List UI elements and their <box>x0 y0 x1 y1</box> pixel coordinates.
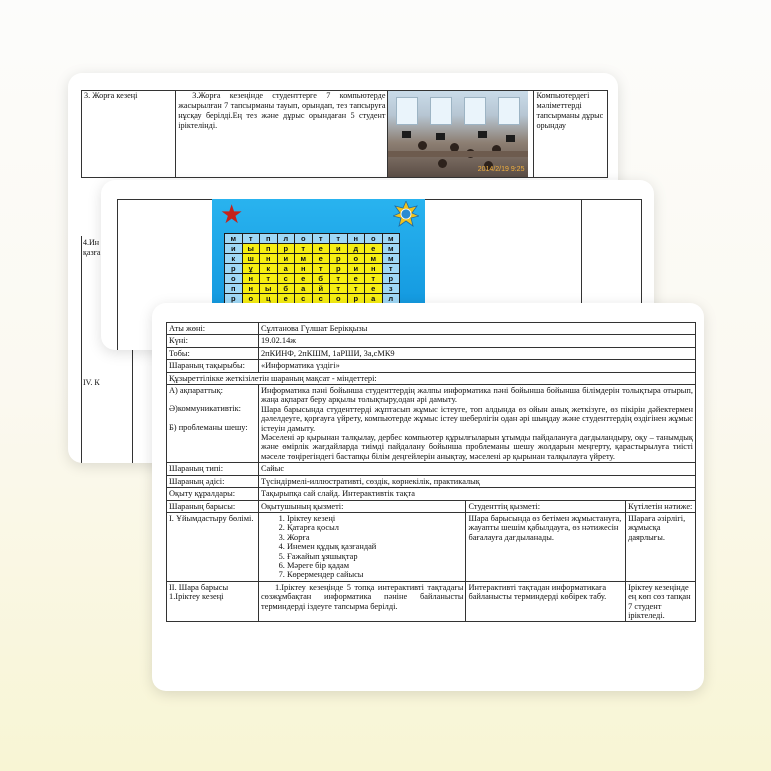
grid-letter: р <box>225 264 243 274</box>
grid-letter: н <box>347 234 365 244</box>
grid-letter: а <box>365 294 383 304</box>
photo-timestamp: 2014/2/19 9:25 <box>477 166 525 174</box>
grid-letter: и <box>330 244 348 254</box>
stage-list-item: 7. Көрермендер сайысы <box>287 570 464 579</box>
goal-communicative-text: Шара барысында студенттерді жұптасып жұмыс істеуге, топ алдында өз ойын анық жеткізуге, өз пікірін дәйектермен дәлелдеуге, қорғауға үйрету, компьютерде жұмыс істеу шеберлігін одан әрі шыңдау және студенттердің өздігінен жұмыс істеуін дамыту. <box>260 404 693 433</box>
grid-letter: н <box>365 264 383 274</box>
header-progress: Шараның барысы: <box>167 500 259 512</box>
grid-letter: р <box>382 274 400 284</box>
stage-list-item: 5. Ғажайып ұяшықтар <box>287 552 464 561</box>
grid-letter: м <box>295 254 313 264</box>
stage-list-item: 3. Жорға <box>287 533 464 542</box>
grid-letter: м <box>382 234 400 244</box>
row1-student: Шара барысында өз бетімен жұмыстануға, жауапты шешім қабылдауға, өз нәтижесін бағалауға дағдыланады. <box>466 512 626 581</box>
grid-row <box>225 294 400 304</box>
grid-letter: и <box>277 254 295 264</box>
row1-result: Шараға әзірлігі, жұмысқа даярлығы. <box>626 512 696 581</box>
grid-letter: ы <box>242 244 260 254</box>
grid-letter: з <box>382 284 400 294</box>
classroom-photo <box>388 91 528 177</box>
grid-letter: б <box>312 274 330 284</box>
grid-row <box>225 254 400 264</box>
grid-letter: о <box>295 234 313 244</box>
row2-teacher: 1.Іріктеу кезеңінде 5 топқа интерактивті тақтадағы сөзжұмбақтан информатика пәніне байланысты терминдерді іздеуге тапсырма берілді. <box>258 581 466 622</box>
row2-stage-sub: 1.Іріктеу кезеңі <box>169 592 224 602</box>
header-teacher: Оқытушының қызметі: <box>258 500 466 512</box>
grid-row <box>225 244 400 254</box>
grid-letter: н <box>242 284 260 294</box>
goal-label-info: А) ақпараттық: <box>169 386 223 396</box>
grid-letter: р <box>330 264 348 274</box>
grid-letter: с <box>295 294 313 304</box>
row2-stage <box>167 581 259 622</box>
day-value: 19.02.14ж <box>258 335 695 347</box>
grid-letter: т <box>347 284 365 294</box>
back-partial-text-1: 4.Ин <box>83 238 100 247</box>
grid-letter: а <box>295 284 313 294</box>
grid-letter: е <box>312 244 330 254</box>
grid-letter: е <box>295 274 313 284</box>
grid-letter: т <box>330 274 348 284</box>
grid-letter: т <box>312 264 330 274</box>
grid-row <box>225 284 400 294</box>
grid-letter: и <box>347 264 365 274</box>
grid-letter: т <box>295 244 313 254</box>
tools-value: Тақырыпқа сай слайд. Интерактивтік тақта <box>258 488 695 500</box>
grid-letter: ұ <box>242 264 260 274</box>
grid-letter: м <box>382 244 400 254</box>
grid-letter: т <box>260 274 278 284</box>
grid-letter: о <box>347 254 365 264</box>
grid-letter: н <box>260 254 278 264</box>
row1-teacher <box>258 512 466 581</box>
stage-list-item: 2. Қатарға қосыл <box>287 523 464 532</box>
back-partial-text-3: IV. К <box>83 378 100 387</box>
goals-labels-cell <box>167 385 259 463</box>
grid-letter: п <box>260 234 278 244</box>
back-stage-cell: 3. Жорға кезеңі <box>82 91 176 178</box>
name-label: Аты жөні: <box>167 323 259 335</box>
header-result: Күтілетін нәтиже: <box>626 500 696 512</box>
grid-letter: с <box>277 274 295 284</box>
grid-letter: к <box>225 254 243 264</box>
grid-letter: т <box>382 264 400 274</box>
grid-letter: с <box>312 294 330 304</box>
row1-stage: I. Ұйымдастыру бөлімі. <box>167 512 259 581</box>
row2-result: Іріктеу кезеңінде ең көп сөз тапқан 7 студент іріктеледі. <box>626 581 696 622</box>
stage-list-item: 1. Іріктеу кезеңі <box>287 514 464 523</box>
grid-letter: м <box>365 254 383 264</box>
stage-list <box>261 514 464 580</box>
grid-letter: д <box>347 244 365 254</box>
grid-letter: о <box>225 274 243 284</box>
grid-letter: т <box>312 234 330 244</box>
goal-info-text: Информатика пәні бойынша студенттердің жалпы информатика пәні бойынша бойынша білімдерін толықтыра отырып, жаңа ақпарат беру арқылы толықтыру,одан әрі дамыту. <box>260 386 693 405</box>
grid-letter: ш <box>242 254 260 264</box>
topic-label: Шараның тақырыбы: <box>167 360 259 372</box>
goals-text-cell <box>258 385 695 463</box>
word-search-grid <box>224 233 400 314</box>
front-document-card <box>152 303 704 691</box>
grid-letter: л <box>277 234 295 244</box>
group-value: 2пКИНФ, 2пКШМ, 1аРШИ, 3а,сМК9 <box>258 347 695 359</box>
grid-row <box>225 274 400 284</box>
group-label: Тобы: <box>167 347 259 359</box>
grid-row <box>225 264 400 274</box>
goal-label-communicative: Ә)коммуникативтік: <box>169 404 241 414</box>
crossword-slide <box>212 199 425 303</box>
grid-letter: ц <box>260 294 278 304</box>
grid-letter: м <box>382 254 400 264</box>
header-student: Студенттің қызметі: <box>466 500 626 512</box>
goals-header: Құзыреттілікке жеткізілетін шараның мақсат - міндеттері: <box>167 372 696 384</box>
grid-letter: п <box>225 284 243 294</box>
grid-letter: е <box>347 274 365 284</box>
goal-label-problem: Б) проблеманы шешу: <box>169 422 248 432</box>
type-value: Сайыс <box>258 463 695 475</box>
grid-row <box>225 234 400 244</box>
grid-letter: р <box>330 254 348 264</box>
method-label: Шараның әдісі: <box>167 475 259 487</box>
grid-letter: е <box>277 294 295 304</box>
tools-label: Оқыту құралдары: <box>167 488 259 500</box>
grid-letter: ы <box>260 284 278 294</box>
grid-letter: н <box>295 264 313 274</box>
stage-list-item: 4. Инемен құдық қазғандай <box>287 542 464 551</box>
kazakhstan-emblem-icon <box>393 201 419 227</box>
lesson-plan-table <box>166 322 696 622</box>
grid-letter: е <box>365 244 383 254</box>
grid-letter: р <box>225 294 243 304</box>
grid-letter: т <box>365 274 383 284</box>
grid-letter: е <box>312 254 330 264</box>
grid-letter: к <box>260 264 278 274</box>
day-label: Күні: <box>167 335 259 347</box>
grid-letter: р <box>277 244 295 254</box>
grid-letter: м <box>225 234 243 244</box>
name-value: Сұлтанова Гүлшат Берікқызы <box>258 323 695 335</box>
grid-letter: т <box>330 234 348 244</box>
grid-letter: р <box>347 294 365 304</box>
row2-stage-title: II. Шара барысы <box>169 582 229 592</box>
star-emblem-icon: ★ <box>220 200 244 229</box>
stage-list-item: 6. Мәреге бір қадам <box>287 561 464 570</box>
grid-letter: л <box>382 294 400 304</box>
grid-letter: н <box>242 274 260 284</box>
row2-student: Интерактивті тақтадан информатикаға байланысты терминдерді көбірек табу. <box>466 581 626 622</box>
grid-letter: а <box>277 264 295 274</box>
grid-letter: й <box>312 284 330 294</box>
grid-letter: б <box>277 284 295 294</box>
topic-value: «Информатика үздігі» <box>258 360 695 372</box>
back-lesson-table <box>81 90 608 178</box>
grid-letter: т <box>242 234 260 244</box>
back-result-cell: Компьютердегі мәліметтерді тапсырманы дұрыс орындау <box>534 91 608 178</box>
grid-letter: п <box>260 244 278 254</box>
grid-letter: о <box>242 294 260 304</box>
method-value: Түсіндірмелі-иллюстративті, сөздік, көрнекілік, практикалық <box>258 475 695 487</box>
grid-letter: о <box>330 294 348 304</box>
grid-letter: е <box>365 284 383 294</box>
back-partial-text-2: қазға <box>83 248 101 257</box>
goal-problem-text: Мәселені әр қырынан талқылау, дербес компьютер құрылғыларын ұтымды пайдалануға дағдыландыру, оқу – танымдық және өмірлік жағдайларда тиімді пайдалану бойынша проблеманы шешу жолдарын меңгерту, қарастырылуға тиісті мәселе төңірегіндегі бастапқы білім деңгейлерін анықтау, мәселені әр қырынан талқылауға үйрету. <box>260 433 693 461</box>
grid-letter: т <box>330 284 348 294</box>
back-photo-cell <box>388 91 534 178</box>
type-label: Шараның типі: <box>167 463 259 475</box>
grid-letter: о <box>365 234 383 244</box>
grid-letter: и <box>225 244 243 254</box>
back-task-cell: 3.Жорға кезеңінде студенттерге 7 компьютерде жасырылған 7 тапсырманы тауып, орындап, тез тапсыруға нұсқау берілді.Ең тез және дұрыс орындаған 5 студент іріктелінді. <box>176 91 388 178</box>
